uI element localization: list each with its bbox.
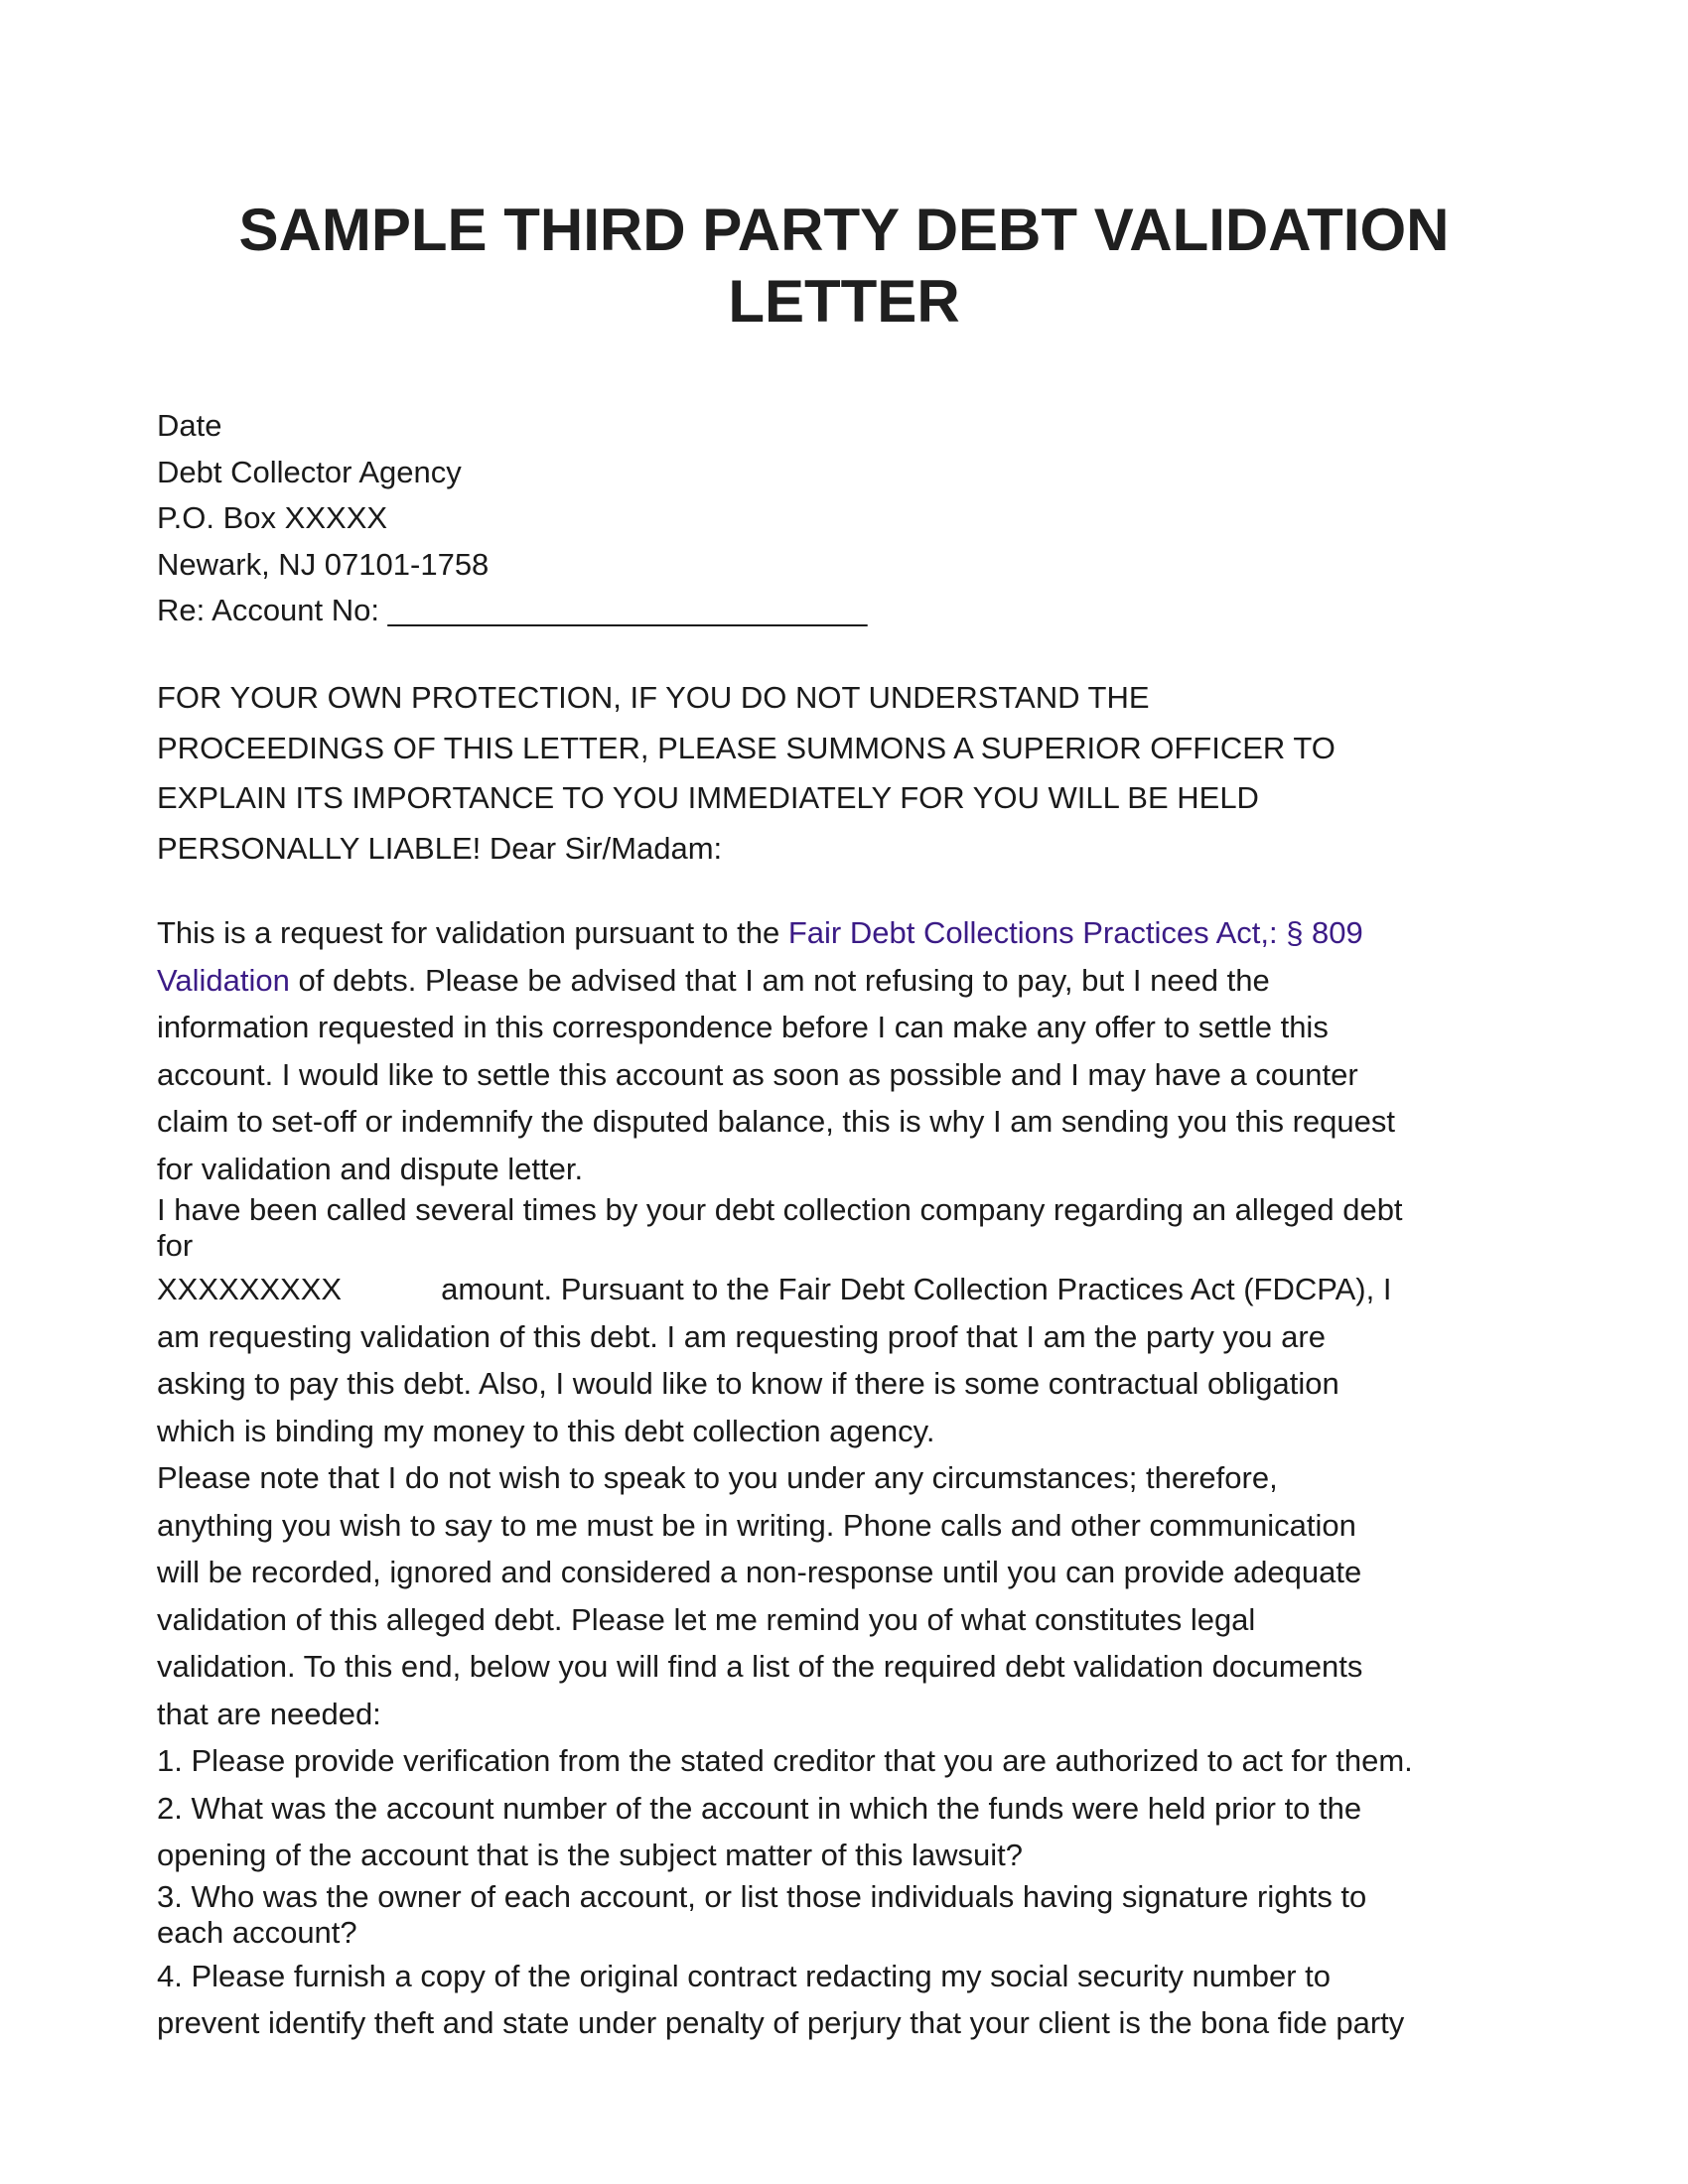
warning-line: FOR YOUR OWN PROTECTION, IF YOU DO NOT UNDERSTAND THE (157, 680, 1150, 715)
agency-line: Debt Collector Agency (157, 454, 462, 489)
required-documents-list (157, 1737, 1567, 2047)
body-line: that are needed: (157, 1696, 381, 1731)
city-line: Newark, NJ 07101-1758 (157, 546, 490, 582)
body-line: anything you wish to say to me must be in writing. Phone calls and other communication (157, 1507, 1356, 1543)
warning-line: PERSONALLY LIABLE! Dear Sir/Madam: (157, 831, 723, 867)
list-item: 1. Please provide verification from the stated creditor that you are authorized to act for them. (157, 1743, 1413, 1778)
communication-paragraph (157, 1454, 1567, 1737)
list-item: 2. What was the account number of the account in which the funds were held prior to the (157, 1790, 1362, 1826)
body-line: account. I would like to settle this account as soon as possible and I may have a counter (157, 1056, 1358, 1092)
fdcpa-link-continued[interactable]: Validation (157, 962, 290, 998)
protection-warning (157, 673, 1537, 875)
list-item-continued: prevent identify theft and state under penalty of perjury that your client is the bona fide party (157, 2005, 1405, 2040)
body-line (157, 957, 1567, 1005)
body-line: for (157, 1228, 194, 1263)
body-line (157, 909, 1567, 957)
list-item-continued: opening of the account that is the subject matter of this lawsuit? (157, 1838, 1023, 1872)
body-line: claim to set-off or indemnify the disputed balance, this is why I am sending you this request (157, 1104, 1395, 1139)
body-line: for validation and dispute letter. (157, 1151, 584, 1186)
body-line: asking to pay this debt. Also, I would like to know if there is some contractual obligation (157, 1366, 1339, 1401)
title-line-2: LETTER (728, 268, 960, 335)
body-line (157, 1266, 1567, 1313)
list-item: 3. Who was the owner of each account, or list those individuals having signature rights to (157, 1878, 1367, 1914)
body-text: of debts. Please be advised that I am not refusing to pay, but I need the (289, 962, 1270, 998)
recipient-address (157, 403, 867, 634)
body-line: validation. To this end, below you will find a list of the required debt validation documents (157, 1649, 1363, 1684)
body-line: validation of this alleged debt. Please let me remind you of what constitutes legal (157, 1601, 1256, 1637)
letter-body (157, 909, 1567, 2047)
title-line-1: SAMPLE THIRD PARTY DEBT VALIDATION (238, 197, 1450, 263)
body-line: information requested in this correspondence before I can make any offer to settle this (157, 1010, 1329, 1044)
amount-placeholder: XXXXXXXXX (157, 1272, 343, 1306)
body-text: amount. Pursuant to the Fair Debt Collection Practices Act (FDCPA), I (441, 1272, 1392, 1306)
date-line: Date (157, 408, 222, 443)
list-item-continued: each account? (157, 1914, 357, 1950)
warning-line: EXPLAIN ITS IMPORTANCE TO YOU IMMEDIATELY FOR YOU WILL BE HELD (157, 780, 1259, 816)
body-line: Please note that I do not wish to speak to you under any circumstances; therefore, (157, 1460, 1278, 1495)
body-line: I have been called several times by your debt collection company regarding an alleged debt (157, 1192, 1403, 1227)
body-text: This is a request for validation pursuant to the (157, 915, 788, 950)
po-box-line: P.O. Box XXXXX (157, 500, 388, 535)
validation-request-paragraph (157, 909, 1567, 1192)
list-item: 4. Please furnish a copy of the original contract redacting my social security number to (157, 1958, 1332, 1993)
warning-line: PROCEEDINGS OF THIS LETTER, PLEASE SUMMONS A SUPERIOR OFFICER TO (157, 730, 1336, 765)
body-line: am requesting validation of this debt. I am requesting proof that I am the party you are (157, 1318, 1326, 1354)
fdcpa-link[interactable]: Fair Debt Collections Practices Act,: § 809 (787, 915, 1363, 950)
alleged-debt-paragraph (157, 1192, 1567, 1454)
body-line: will be recorded, ignored and considered a non-response until you can provide adequate (157, 1555, 1362, 1589)
body-line: which is binding my money to this debt collection agency. (157, 1413, 935, 1448)
document-title (159, 195, 1529, 338)
account-line: Re: Account No: ____________________________ (157, 593, 868, 627)
